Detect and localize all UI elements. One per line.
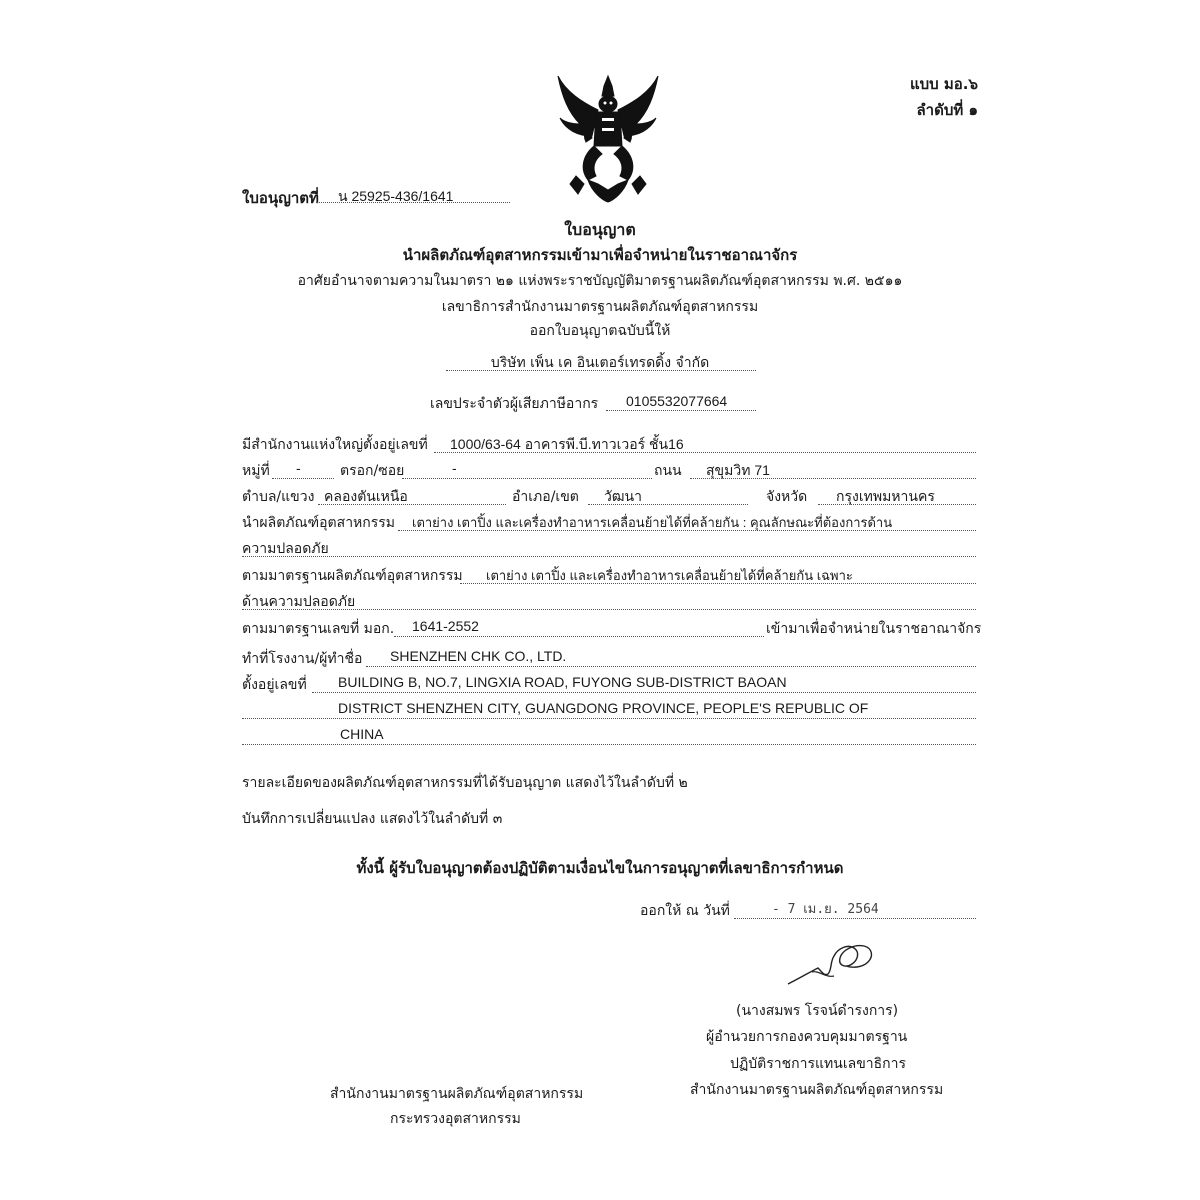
standard-no-suffix: เข้ามาเพื่อจำหน่ายในราชอาณาจักร [766,621,982,637]
footer-ministry: กระทรวงอุตสาหกรรม [390,1111,521,1127]
standard-value-line1: เตาย่าง เตาปิ้ง และเครื่องทำอาหารเคลื่อนย้ายได้ที่คล้ายกัน เฉพาะ [486,568,853,583]
issue-date-value: - 7 เม.ย. 2564 [772,902,879,917]
issue-line: ออกใบอนุญาตฉบับนี้ให้ [529,323,671,339]
province-value: กรุงเทพมหานคร [836,488,935,504]
signature-icon [782,938,882,990]
signatory-name: (นางสมพร โรจน์ดำรงการ) [736,1003,899,1019]
signatory-position-3: สำนักงานมาตรฐานผลิตภัณฑ์อุตสาหกรรม [690,1082,944,1098]
product-value-line2: ความปลอดภัย [242,540,329,556]
moo-value: - [296,460,301,476]
signatory-position-1: ผู้อำนวยการกองควบคุมมาตรฐาน [706,1029,908,1045]
hq-label: มีสำนักงานแห่งใหญ่ตั้งอยู่เลขที่ [242,437,428,453]
details-note: รายละเอียดของผลิตภัณฑ์อุตสาหกรรมที่ได้รับอนุญาต แสดงไว้ในลำดับที่ ๒ [242,775,688,791]
factory-label: ทำที่โรงงาน/ผู้ทำชื่อ [242,651,363,667]
authority-line: อาศัยอำนาจตามความในมาตรา ๒๑ แห่งพระราชบัญญัติมาตรฐานผลิตภัณฑ์อุตสาหกรรม พ.ศ. ๒๕๑๑ [297,273,903,289]
footer-office: สำนักงานมาตรฐานผลิตภัณฑ์อุตสาหกรรม [330,1086,584,1102]
issue-date-label: ออกให้ ณ วันที่ [640,903,730,919]
license-no-label: ใบอนุญาตที่ [242,189,319,207]
factory-address-line1: BUILDING B, NO.7, LINGXIA ROAD, FUYONG SUB-DISTRICT BAOAN [338,674,787,690]
standard-label: ตามมาตรฐานผลิตภัณฑ์อุตสาหกรรม [242,568,463,584]
road-value: สุขุมวิท 71 [706,462,770,478]
license-no-value: น 25925-436/1641 [338,188,454,204]
hq-value: 1000/63-64 อาคารพี.บี.ทาวเวอร์ ชั้น16 [450,436,684,452]
standard-value-line2: ด้านความปลอดภัย [242,593,356,609]
subdistrict-label: ตำบล/แขวง [242,489,315,505]
district-value: วัฒนา [604,488,642,504]
tax-id-value: 0105532077664 [626,393,728,409]
standard-no-label: ตามมาตรฐานเลขที่ มอก. [242,621,395,637]
factory-value: SHENZHEN CHK CO., LTD. [390,648,567,664]
page-order: ลำดับที่ ๑ [916,101,978,119]
province-label: จังหวัด [766,489,808,505]
factory-address-label: ตั้งอยู่เลขที่ [242,677,307,693]
product-label: นำผลิตภัณฑ์อุตสาหกรรม [242,515,396,531]
moo-label: หมู่ที่ [242,463,270,479]
license-subtitle: นำผลิตภัณฑ์อุตสาหกรรมเข้ามาเพื่อจำหน่ายในราชอาณาจักร [402,246,798,264]
tax-id-label: เลขประจำตัวผู้เสียภาษีอากร [430,396,599,412]
standard-no-value: 1641-2552 [412,618,479,634]
license-title: ใบอนุญาต [564,220,636,239]
soi-label: ตรอก/ซอย [340,463,405,479]
secretary-line: เลขาธิการสำนักงานมาตรฐานผลิตภัณฑ์อุตสาหกรรม [441,299,759,315]
company-name: บริษัท เพ็น เค อินเตอร์เทรดดิ้ง จำกัด [490,355,710,371]
soi-value: - [452,460,457,476]
condition-note: ทั้งนี้ ผู้รับใบอนุญาตต้องปฏิบัติตามเงื่อนไขในการอนุญาตที่เลขาธิการกำหนด [356,859,844,877]
garuda-emblem-icon [552,72,664,204]
factory-address-line3: CHINA [340,726,384,742]
changes-note: บันทึกการเปลี่ยนแปลง แสดงไว้ในลำดับที่ ๓ [242,811,503,827]
product-value-line1: เตาย่าง เตาปิ้ง และเครื่องทำอาหารเคลื่อนย้ายได้ที่คล้ายกัน : คุณลักษณะที่ต้องการด้าน [412,515,893,530]
form-code: แบบ มอ.๖ [909,75,978,93]
district-label: อำเภอ/เขต [512,489,579,505]
signatory-position-2: ปฏิบัติราชการแทนเลขาธิการ [730,1056,907,1072]
factory-address-line2: DISTRICT SHENZHEN CITY, GUANGDONG PROVINCE, PEOPLE'S REPUBLIC OF [338,700,869,716]
road-label: ถนน [654,463,682,479]
subdistrict-value: คลองตันเหนือ [324,488,408,504]
